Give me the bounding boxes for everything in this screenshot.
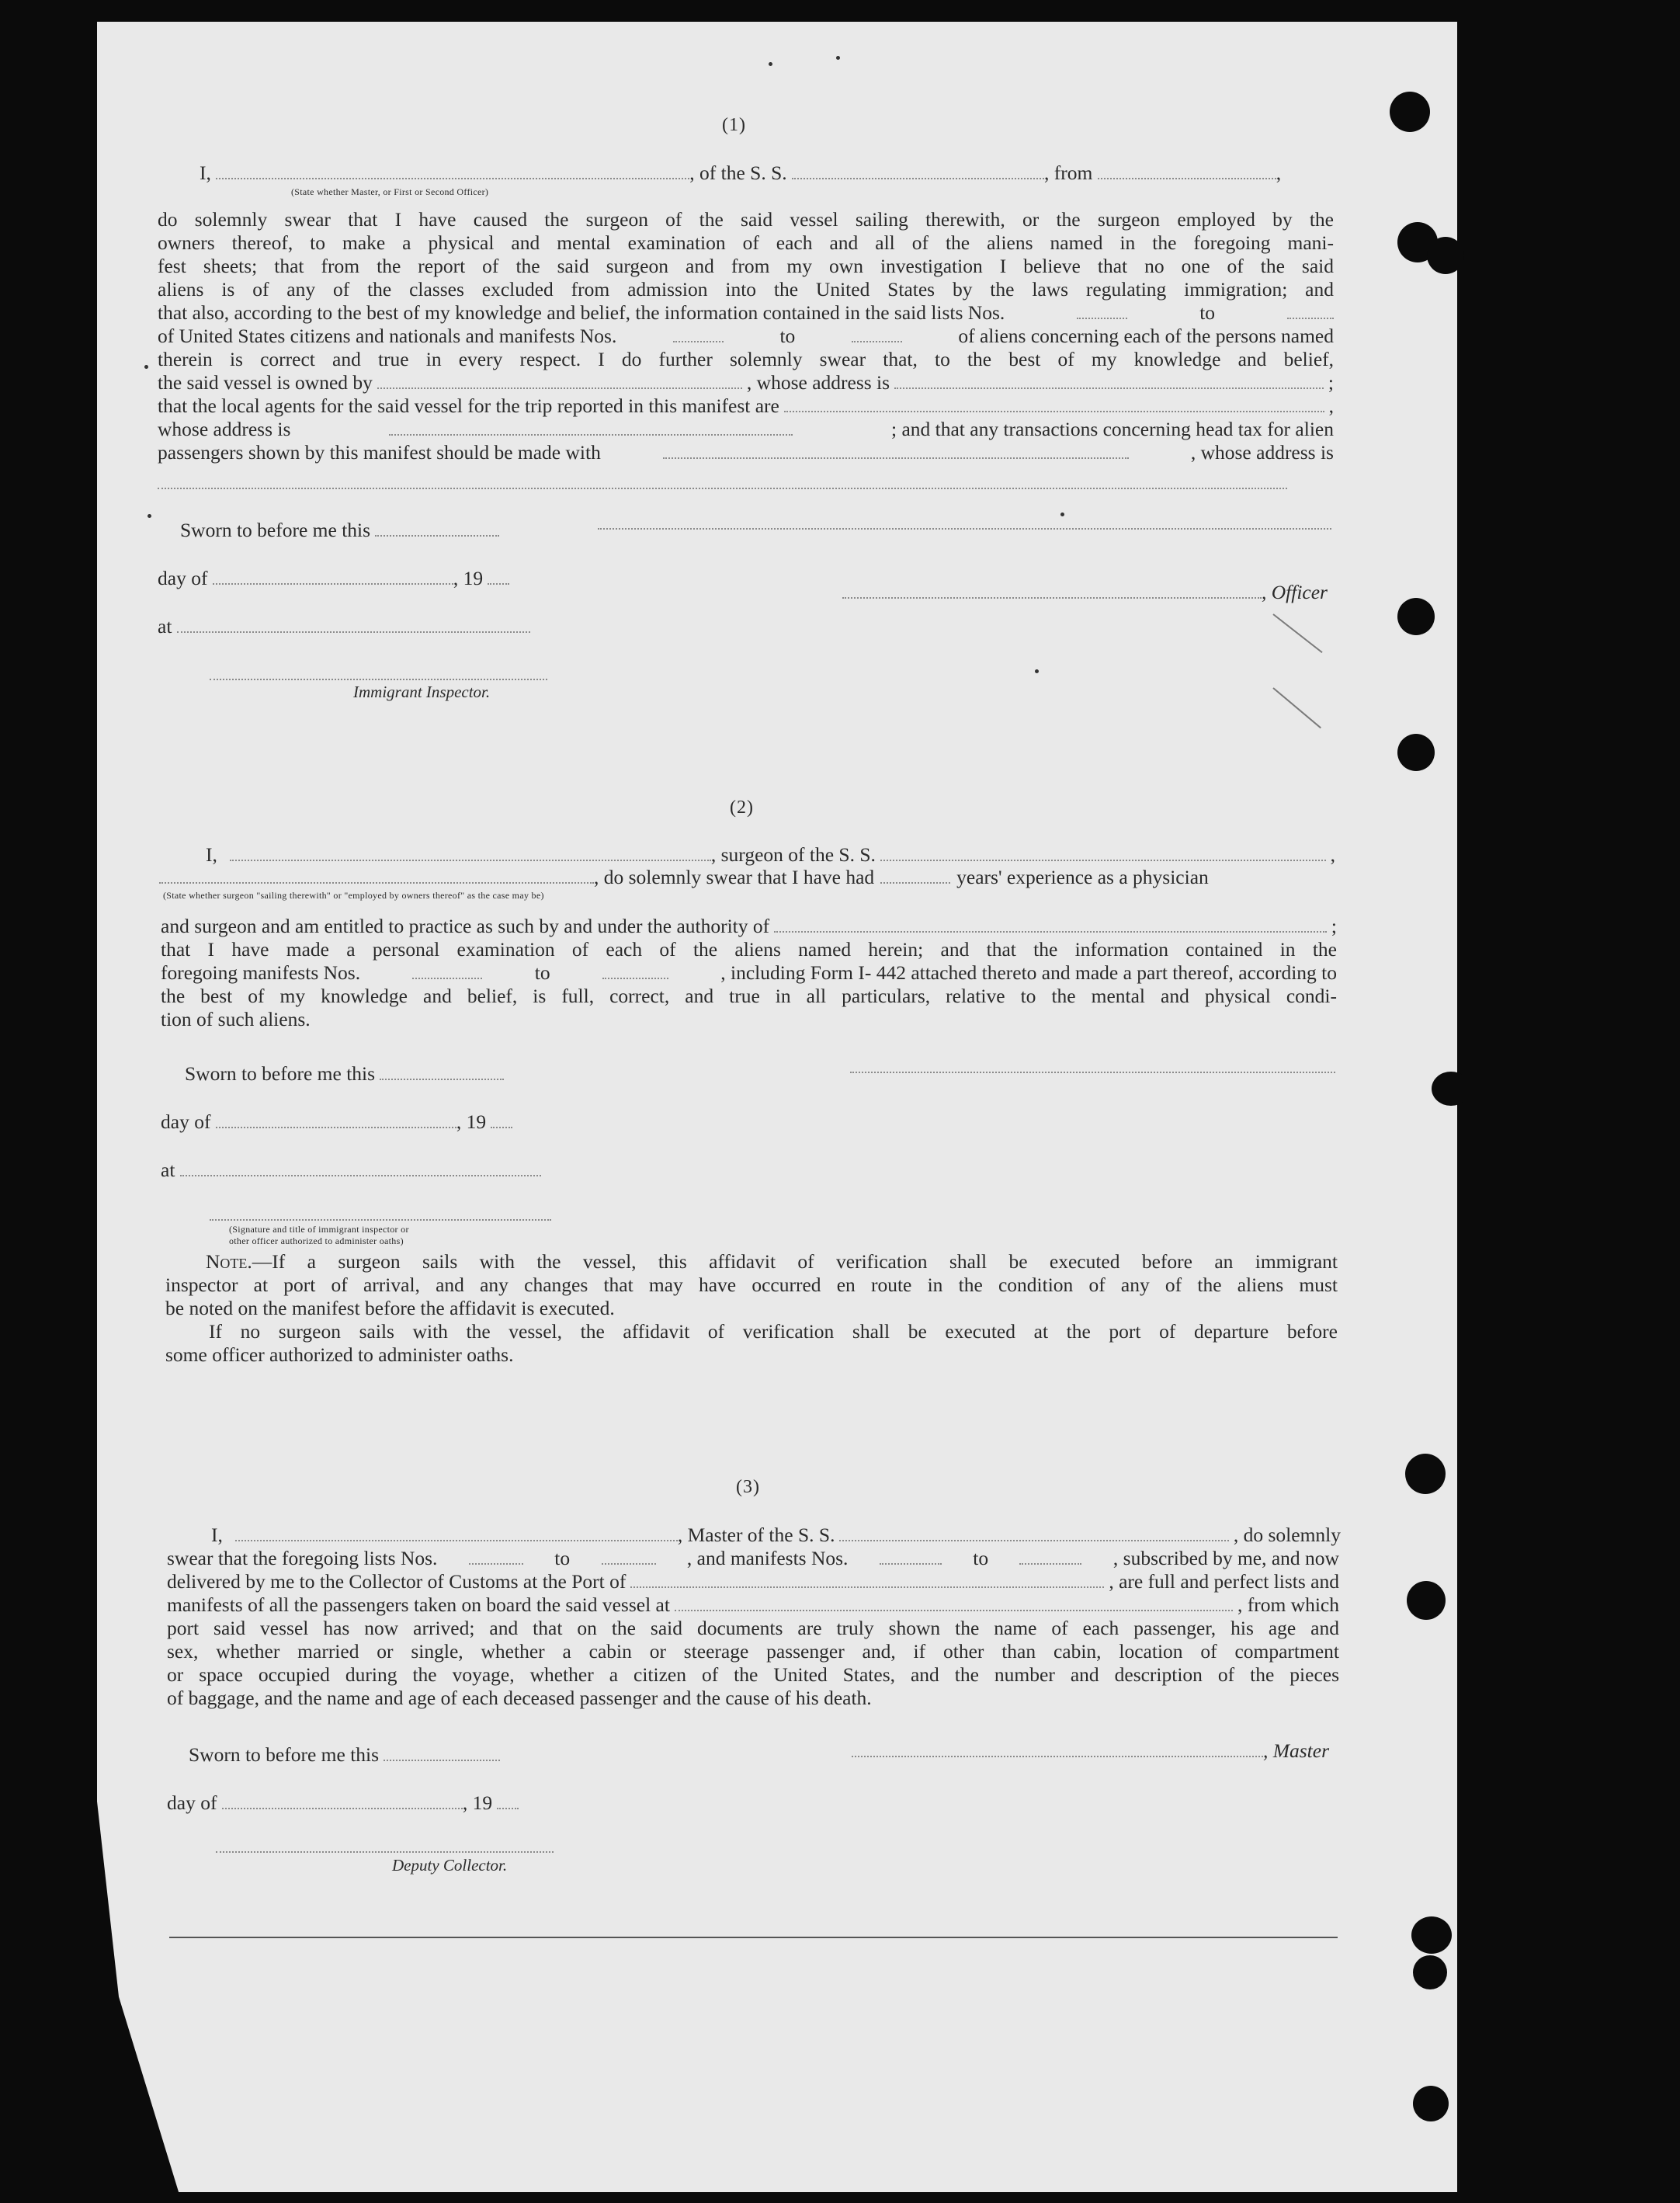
punch-hole: [1413, 1955, 1447, 1989]
section-3-line-1: [211, 1524, 1341, 1547]
blank-field: [412, 962, 482, 979]
punch-hole: [1411, 1916, 1452, 1954]
text: that the local agents for the said vessel for the trip reported in this manifest are: [158, 394, 779, 417]
text: delivered by me to the Collector of Customs at the Port of: [167, 1570, 627, 1593]
text-line: therein is correct and true in every respect. I do further solemnly swear that, to the best of my knowledge and belief,: [158, 348, 1334, 370]
inspector-caption: Immigrant Inspector.: [353, 683, 491, 701]
section-1-body: [158, 208, 1334, 464]
text: —If a surgeon sails with the vessel, this affidavit of verification shall be executed before an immigrant: [252, 1250, 1338, 1273]
section-2-note: [165, 1250, 1338, 1367]
label: , 19: [456, 1110, 487, 1133]
label: I,: [200, 162, 211, 184]
blank-field: [1098, 162, 1276, 179]
blank-field: [630, 1571, 1104, 1588]
label: at: [161, 1159, 175, 1181]
punch-hole: [1413, 2086, 1449, 2121]
blank-field: [497, 1792, 519, 1809]
label: , Master of the S. S.: [677, 1524, 835, 1546]
blank-field: [1287, 302, 1334, 319]
text-line: [161, 915, 1337, 938]
section-3-day: [167, 1791, 519, 1815]
section-2-at: [161, 1159, 541, 1182]
label: , of the S. S.: [689, 162, 787, 184]
section-1-line-1: I, , of the S. S. , from ,: [200, 162, 1282, 184]
text: the said vessel is owned by: [158, 371, 373, 394]
text: swear that the foregoing lists Nos.: [167, 1547, 438, 1569]
text-line: [158, 418, 1334, 441]
section-1-at: [158, 615, 530, 638]
text-line: sex, whether married or single, whether a cabin or steerage passenger and, if other than cabin, location of compartment: [167, 1640, 1339, 1663]
text: of aliens concerning each of the persons named: [958, 325, 1334, 347]
text: ; and that any transactions concerning head tax for alien: [890, 418, 1334, 440]
label: , do solemnly: [1233, 1524, 1341, 1546]
blank-field: [894, 372, 1324, 389]
punch-hole: [1407, 1581, 1446, 1620]
blank-field: [852, 325, 902, 342]
text-line: [161, 961, 1337, 985]
section-1-caption: (State whether Master, or First or Second Officer): [291, 186, 489, 197]
label: years' experience as a physician: [956, 866, 1209, 888]
blank-field: [792, 162, 1044, 179]
text-line: or space occupied during the voyage, whether a citizen of the United States, and the number and description of the pieces: [167, 1663, 1339, 1686]
text-line: port said vessel has now arrived; and that on the said documents are truly shown the name of each passenger, his age and: [167, 1617, 1339, 1639]
label: , do solemnly swear that I have had: [594, 866, 875, 888]
section-1-officer: [842, 581, 1328, 604]
label: day of: [167, 1791, 217, 1814]
punch-hole: [1405, 1454, 1446, 1494]
blank-field: [880, 867, 950, 884]
label: , Master: [1263, 1739, 1329, 1762]
text: , and manifests Nos.: [686, 1547, 849, 1569]
deputy-caption: Deputy Collector.: [392, 1856, 508, 1875]
blank-field: [377, 372, 742, 389]
text-line: [158, 394, 1334, 418]
text-line: be noted on the manifest before the affidavit is executed.: [165, 1297, 615, 1319]
text-line: aliens is of any of the classes excluded from admission into the United States by the laws regulating immigration; and: [158, 278, 1334, 301]
text-line: the best of my knowledge and belief, is full, correct, and true in all particulars, relative to the mental and physical condi-: [161, 985, 1337, 1007]
paper-speck: [1035, 669, 1039, 673]
blank-field: [375, 519, 499, 537]
section-2-body: [161, 915, 1337, 1031]
label: ,: [1330, 843, 1335, 866]
text-line: of baggage, and the name and age of each deceased passenger and the cause of his death.: [167, 1687, 872, 1709]
blank-field: [673, 325, 724, 342]
label: Sworn to before me this: [189, 1743, 380, 1766]
note-label: Note.: [206, 1250, 252, 1273]
punch-hole: [1427, 237, 1464, 274]
label: , Officer: [1262, 581, 1328, 603]
paper-speck: [148, 514, 151, 518]
signature-caption: (Signature and title of immigrant inspector or: [229, 1224, 409, 1235]
blank-field: [216, 1111, 456, 1128]
section-2-sworn: [185, 1062, 504, 1086]
blank-field: [384, 1744, 500, 1761]
signature-line: [598, 528, 1331, 530]
label: , 19: [462, 1791, 493, 1814]
text-line: owners thereof, to make a physical and mental examination of each and all of the aliens named in the foregoing mani-: [158, 231, 1334, 254]
punch-hole: [1397, 598, 1435, 635]
text: , including Form I- 442 attached thereto and made a part thereof, according to: [720, 961, 1337, 984]
punch-hole: [1390, 92, 1430, 132]
blank-field: [159, 867, 594, 884]
master-signature-field: [852, 1740, 1263, 1757]
section-2-number: (2): [730, 797, 754, 818]
signature-line: [850, 1072, 1335, 1073]
text: to: [973, 1547, 989, 1569]
bottom-rule: [169, 1937, 1338, 1938]
text-line: do solemnly swear that I have caused the surgeon of the said vessel sailing therewith, or the surgeon employed by the: [158, 208, 1334, 231]
text: ;: [1331, 915, 1337, 937]
label: , surgeon of the S. S.: [710, 843, 876, 866]
text-line: inspector at port of arrival, and any changes that may have occurred en route in the condition of any of the aliens must: [165, 1274, 1338, 1296]
blank-field: [675, 1594, 1233, 1611]
text: foregoing manifests Nos.: [161, 961, 361, 984]
blank-field: [602, 962, 668, 979]
blank-field: [602, 1548, 656, 1565]
text-line: [165, 1250, 1338, 1274]
label: Sworn to before me this: [185, 1062, 376, 1085]
section-2-line-2: [159, 866, 1335, 889]
text: , whose address is: [746, 371, 890, 394]
text-line: [167, 1547, 1339, 1570]
section-1-number: (1): [722, 115, 746, 135]
blank-field: [180, 1159, 541, 1176]
section-2-day: [161, 1110, 512, 1134]
signature-caption: other officer authorized to administer oaths): [229, 1235, 404, 1246]
blank-field: [177, 616, 530, 633]
blank-field: [1019, 1548, 1081, 1565]
text-line: [158, 301, 1334, 325]
text: , from which: [1237, 1593, 1339, 1616]
text-line: [158, 441, 1334, 464]
blank-field: [230, 844, 711, 861]
paper-speck: [1060, 513, 1064, 516]
blank-field: [213, 568, 453, 585]
blank-field: [784, 395, 1324, 412]
section-3-body: [167, 1547, 1339, 1710]
paper-speck: [144, 365, 148, 369]
text-line: that I have made a personal examination of each of the aliens named herein; and that the information contained in the: [161, 938, 1337, 961]
blank-field: [663, 442, 1129, 459]
text-line: [167, 1593, 1339, 1617]
text: manifests of all the passengers taken on board the said vessel at: [167, 1593, 670, 1616]
label: at: [158, 615, 172, 638]
text-line: fest sheets; that from the report of the said surgeon and from my own investigation I believe that no one of the said: [158, 255, 1334, 277]
text: whose address is: [158, 418, 291, 440]
blank-field: [216, 162, 689, 179]
label: , 19: [453, 567, 484, 589]
label: Sworn to before me this: [180, 519, 371, 541]
blank-field: [880, 844, 1326, 861]
blank-field: [469, 1548, 523, 1565]
section-3-master: [852, 1739, 1329, 1763]
deputy-signature-line: [216, 1851, 554, 1853]
text-line: [167, 1570, 1339, 1593]
blank-field: [235, 1524, 678, 1541]
text: that also, according to the best of my knowledge and belief, the information contained in the said lists Nos.: [158, 301, 1005, 324]
label: , from: [1044, 162, 1093, 184]
text: and surgeon and am entitled to practice as such by and under the authority of: [161, 915, 770, 937]
blank-field: [839, 1524, 1228, 1541]
section-3-number: (3): [736, 1477, 760, 1497]
text: to: [1199, 301, 1216, 324]
blank-field: [1077, 302, 1127, 319]
section-1-day: [158, 567, 509, 590]
section-2-line-1: [206, 843, 1335, 867]
label: I,: [206, 843, 217, 866]
text-line: some officer authorized to administer oaths.: [165, 1343, 514, 1366]
section-1-sworn: [180, 519, 499, 542]
text: ,: [1328, 394, 1334, 417]
paper-speck: [836, 56, 840, 60]
blank-field: [389, 419, 793, 436]
blank-field: [774, 916, 1327, 933]
text: of United States citizens and nationals and manifests Nos.: [158, 325, 617, 347]
label: day of: [158, 567, 208, 589]
text-line: [158, 325, 1334, 348]
signature-line: [158, 488, 1287, 489]
label: I,: [211, 1524, 223, 1546]
text: to: [534, 961, 550, 984]
punch-hole: [1432, 1072, 1470, 1106]
label: day of: [161, 1110, 211, 1133]
text: , are full and perfect lists and: [1109, 1570, 1339, 1593]
text: , subscribed by me, and now: [1112, 1547, 1339, 1569]
blank-field: [380, 1063, 504, 1080]
text-line: tion of such aliens.: [161, 1008, 311, 1030]
blank-field: [488, 568, 509, 585]
blank-field: [491, 1111, 512, 1128]
section-2-caption: (State whether surgeon "sailing therewith" or "employed by owners thereof" as the case may be): [163, 890, 544, 901]
punch-hole: [1397, 734, 1435, 771]
text-line: [158, 371, 1334, 394]
blank-field: [880, 1548, 942, 1565]
text: passengers shown by this manifest should be made with: [158, 441, 601, 464]
officer-signature-field: [842, 582, 1262, 599]
signature-line: [210, 1219, 551, 1221]
text: ;: [1328, 371, 1334, 394]
text-line: If no surgeon sails with the vessel, the affidavit of verification shall be executed at the port of departure before: [209, 1320, 1338, 1343]
text: to: [554, 1547, 571, 1569]
text: , whose address is: [1190, 441, 1334, 464]
blank-field: [222, 1792, 463, 1809]
text: to: [779, 325, 796, 347]
paper-speck: [769, 62, 772, 66]
section-3-sworn: [189, 1743, 500, 1767]
